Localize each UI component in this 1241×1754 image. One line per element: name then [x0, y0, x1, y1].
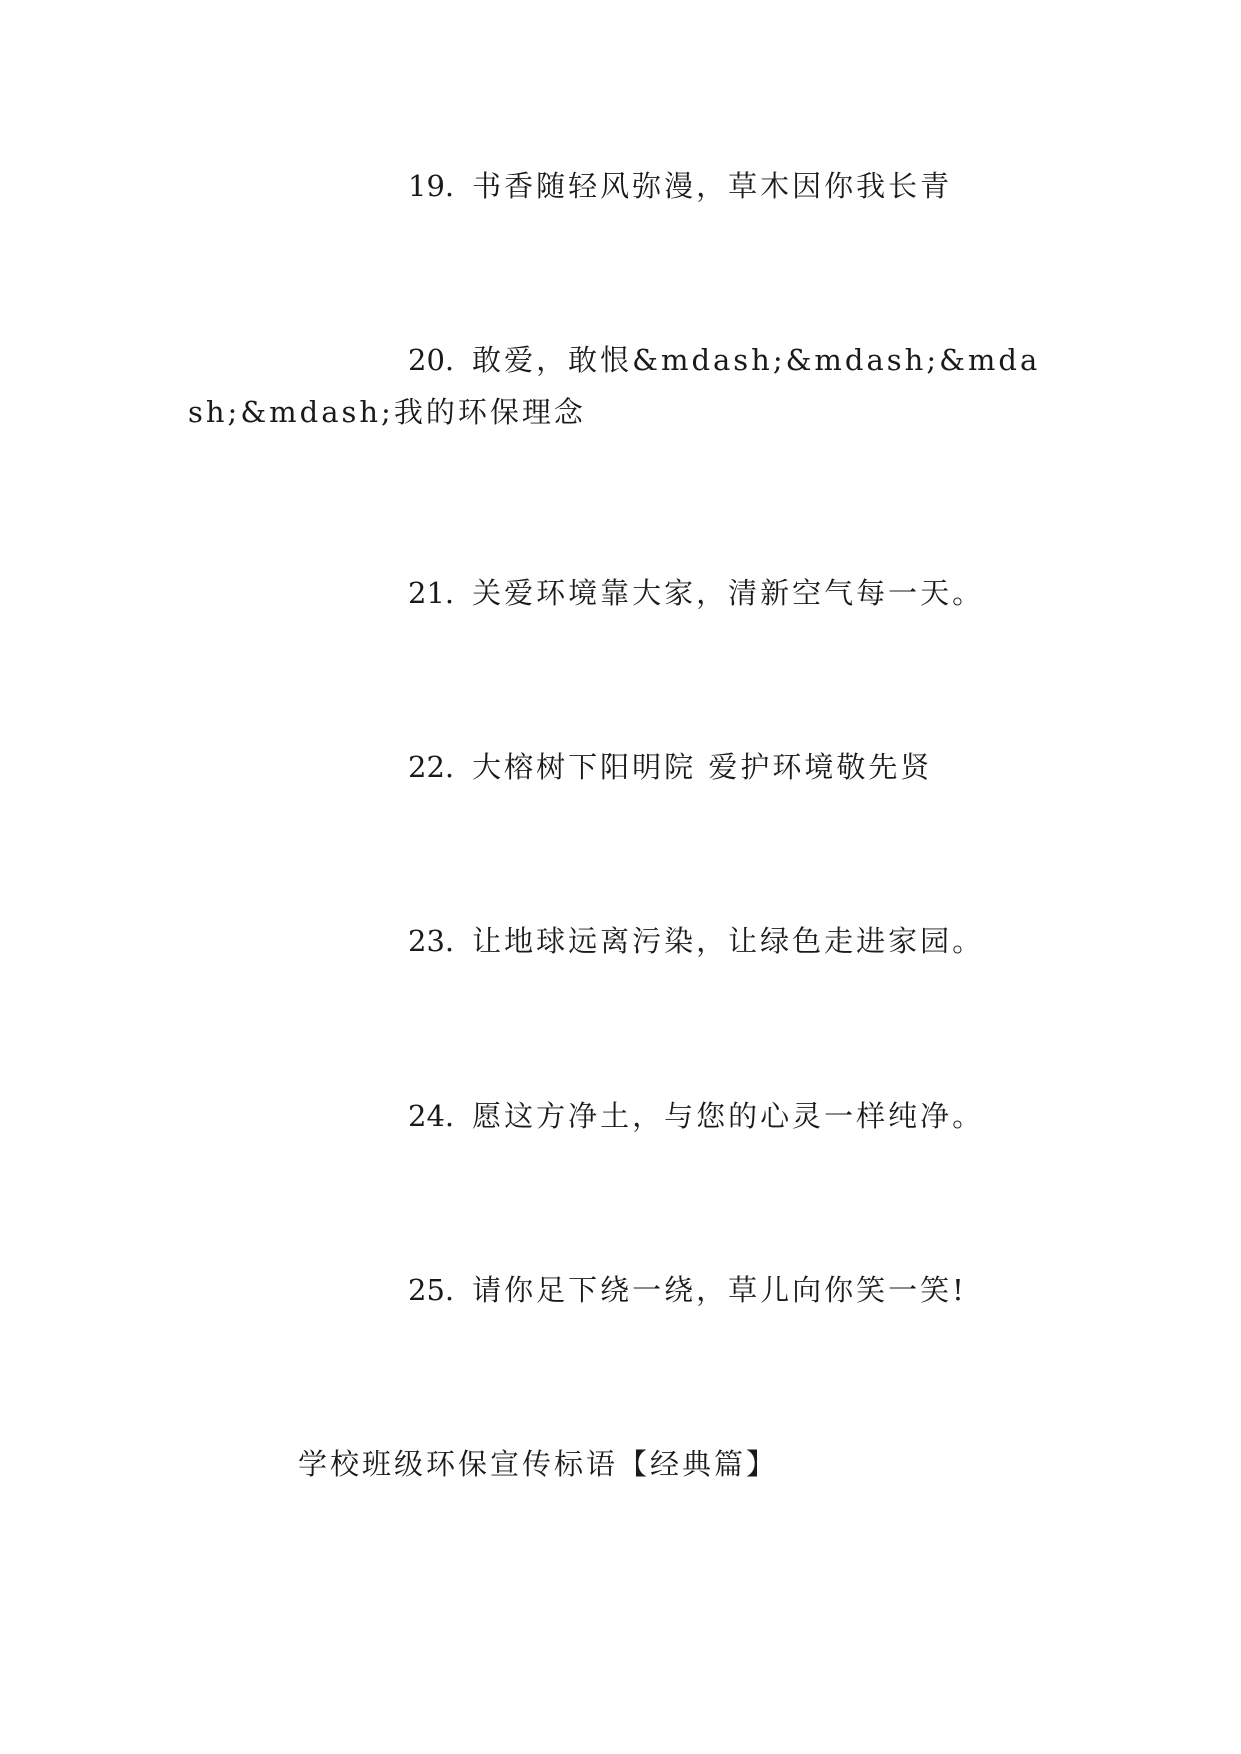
slogan-22	[188, 741, 1058, 793]
slogan-number: 25.	[408, 1273, 455, 1307]
slogan-25	[188, 1264, 1058, 1316]
slogan-number: 23.	[408, 924, 455, 958]
slogan-21	[188, 567, 1058, 619]
section-heading-text: 学校班级环保宣传标语【经典篇】	[298, 1447, 779, 1481]
slogan-24	[188, 1090, 1058, 1142]
slogan-text: 敢爱，敢恨&mdash;&mdash;&mdash;&mdash;我的环保理念	[188, 343, 1041, 429]
slogan-text: 愿这方净土，与您的心灵一样纯净。	[472, 1099, 985, 1133]
section-heading	[188, 1438, 1058, 1490]
slogan-number: 22.	[408, 750, 455, 784]
slogan-text: 书香随轻风弥漫，草木因你我长青	[472, 169, 953, 203]
slogan-number: 19.	[408, 169, 455, 203]
slogan-text: 关爱环境靠大家，清新空气每一天。	[472, 576, 985, 610]
slogan-text: 大榕树下阳明院 爱护环境敬先贤	[472, 750, 933, 784]
slogan-20	[188, 334, 1058, 438]
slogan-number: 24.	[408, 1099, 455, 1133]
slogan-number: 21.	[408, 576, 455, 610]
slogan-19	[188, 160, 1058, 212]
slogan-number: 20.	[408, 343, 455, 377]
slogan-23	[188, 915, 1058, 967]
slogan-text: 请你足下绕一绕，草儿向你笑一笑!	[472, 1273, 967, 1307]
slogan-text: 让地球远离污染，让绿色走进家园。	[472, 924, 985, 958]
